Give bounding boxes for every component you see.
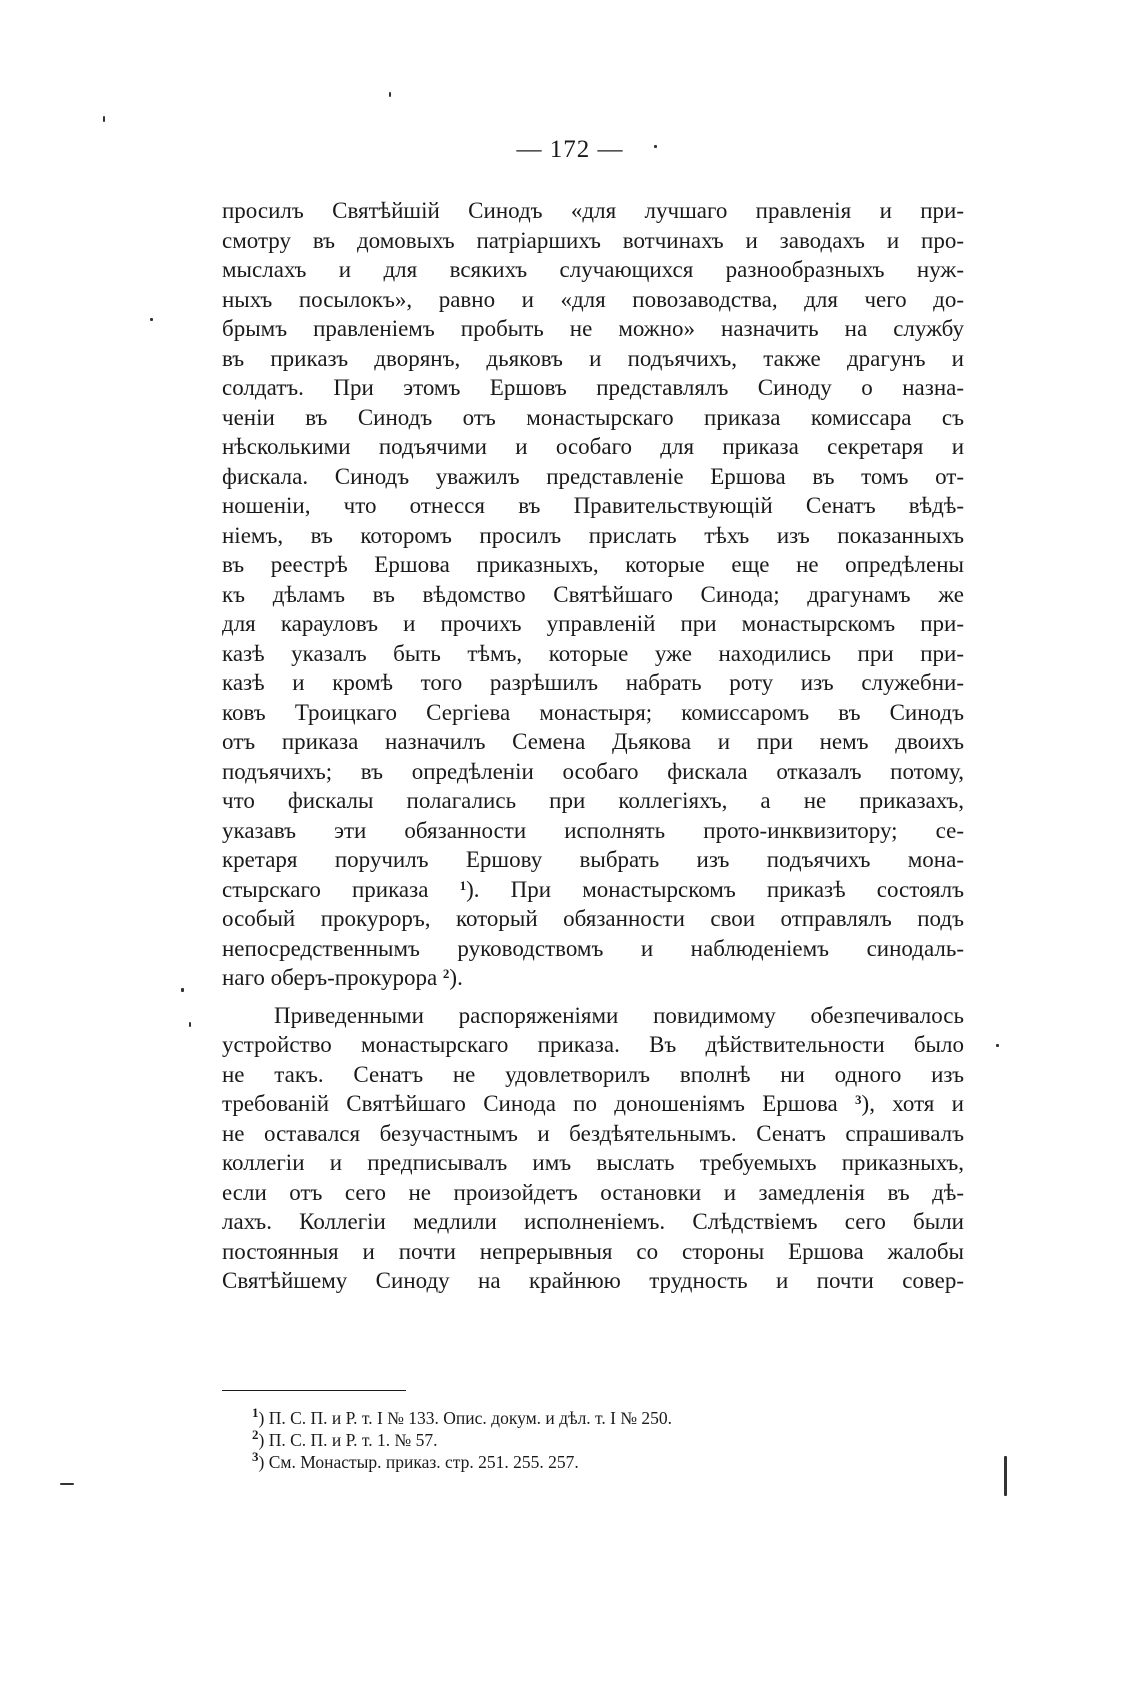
text-line: брымъ правленіемъ пробыть не можно» назначить на службу bbox=[222, 316, 964, 341]
text-line: если отъ сего не произойдетъ остановки и замедленія въ дѣ- bbox=[222, 1179, 964, 1205]
text-line: Приведенными распоряженіями повидимому обезпечивалось bbox=[274, 1002, 964, 1028]
scan-speck bbox=[389, 92, 391, 97]
footnote-marker: 1 bbox=[459, 877, 467, 893]
text-line: смотру въ домовыхъ патріаршихъ вотчинахъ и заводахъ и про- bbox=[222, 227, 964, 253]
text-line: въ приказъ дворянъ, дьяковъ и подъячихъ, также драгунъ и bbox=[222, 345, 964, 371]
text-line: ныхъ посылокъ», равно и «для повозаводства, для чего до- bbox=[222, 286, 964, 312]
text-line: въ реестрѣ Ершова приказныхъ, которые еще не опредѣлены bbox=[222, 552, 964, 577]
text-line: солдатъ. При этомъ Ершовъ представлялъ Синоду о назна- bbox=[222, 375, 964, 400]
paragraph bbox=[222, 1001, 964, 1296]
footnotes bbox=[252, 1407, 952, 1473]
scan-speck bbox=[181, 988, 184, 992]
text-line: ковъ Троицкаго Сергіева монастыря; комиссаромъ въ Синодъ bbox=[222, 699, 964, 725]
scan-speck bbox=[654, 145, 657, 148]
text-line: особый прокуроръ, который обязанности свои отправлялъ подъ bbox=[222, 906, 964, 931]
text-line: требованій Святѣйшаго Синода по доношеніямъ Ершова $^3$), хотя и bbox=[222, 1091, 964, 1116]
footnote: $^1$) П. С. П. и Р. т. I № 133. Опис. докум. и дѣл. т. I № 250. bbox=[252, 1405, 673, 1428]
text-line: коллегіи и предписывалъ имъ выслать требуемыхъ приказныхъ, bbox=[222, 1150, 964, 1175]
text-line: къ дѣламъ въ вѣдомство Святѣйшаго Синода; драгунамъ же bbox=[222, 581, 964, 607]
text-line: для карауловъ и прочихъ управленій при монастырскомъ при- bbox=[222, 611, 964, 636]
text-line: лахъ. Коллегіи медлили исполненіемъ. Слѣдствіемъ сего были bbox=[222, 1209, 964, 1234]
text-line: указавъ эти обязанности исполнять прото-инквизитору; се- bbox=[222, 817, 964, 843]
text-line: непосредственнымъ руководствомъ и наблюденіемъ синодаль- bbox=[222, 935, 964, 961]
text-line: ніемъ, въ которомъ просилъ прислать тѣхъ изъ показанныхъ bbox=[222, 522, 964, 548]
text-line: постоянныя и почти непрерывныя со стороны Ершова жалобы bbox=[222, 1238, 964, 1264]
text-line: казѣ указалъ быть тѣмъ, которые уже находились при при- bbox=[222, 640, 964, 666]
text-line: не оставался безучастнымъ и бездѣятельнымъ. Сенатъ спрашивалъ bbox=[222, 1120, 964, 1146]
text-line: не такъ. Сенатъ не удовлетворилъ вполнѣ ни одного изъ bbox=[222, 1061, 964, 1087]
footnote: $^2$) П. С. П. и Р. т. 1. № 57. bbox=[252, 1427, 438, 1450]
text-line: просилъ Святѣйшій Синодъ «для лучшаго правленія и при- bbox=[222, 198, 964, 223]
scan-speck bbox=[189, 1022, 191, 1027]
footnote-marker: 3 bbox=[252, 1449, 259, 1464]
scan-speck bbox=[150, 318, 153, 321]
footnote-divider bbox=[222, 1390, 406, 1391]
footnote-marker: 2 bbox=[442, 966, 450, 981]
text-line: Святѣйшему Синоду на крайнюю трудность и почти совер- bbox=[222, 1268, 964, 1293]
text-line: кретаря поручилъ Ершову выбрать изъ подъячихъ мона- bbox=[222, 847, 964, 872]
text-line: казѣ и кромѣ того разрѣшилъ набрать роту изъ служебни- bbox=[222, 670, 964, 695]
text-line: подъячихъ; въ опредѣленіи особаго фискала отказалъ потому, bbox=[222, 758, 964, 784]
scan-speck bbox=[60, 1483, 74, 1485]
footnote-marker: 1 bbox=[252, 1405, 259, 1420]
footnote-marker: 2 bbox=[252, 1427, 259, 1442]
text-line: ношеніи, что отнесся въ Правительствующій Сенатъ вѣдѣ- bbox=[222, 493, 964, 518]
page-number: — 172 — bbox=[516, 136, 624, 163]
text-line: нѣсколькими подъячими и особаго для приказа секретаря и bbox=[222, 434, 964, 459]
scan-speck bbox=[1004, 1456, 1007, 1496]
body-text bbox=[222, 196, 964, 1296]
text-line: устройство монастырскаго приказа. Въ дѣйствительности было bbox=[222, 1032, 964, 1057]
footnote-marker: 3 bbox=[855, 1092, 862, 1107]
text-line: ченіи въ Синодъ отъ монастырскаго приказа комиссара съ bbox=[222, 404, 964, 430]
text-line: отъ приказа назначилъ Семена Дьякова и при немъ двоихъ bbox=[222, 729, 964, 754]
text-line: мыслахъ и для всякихъ случающихся разнообразныхъ нуж- bbox=[222, 257, 964, 282]
scan-speck bbox=[103, 116, 105, 122]
text-line: фискала. Синодъ уважилъ представленіе Ершова въ томъ от- bbox=[222, 463, 964, 489]
scan-speck bbox=[996, 1044, 999, 1047]
text-line: что фискалы полагались при коллегіяхъ, а не приказахъ, bbox=[222, 788, 964, 813]
paragraph bbox=[222, 196, 964, 993]
text-line: наго оберъ-прокурора $^2$). bbox=[222, 965, 463, 990]
footnote: $^3$) См. Монастыр. приказ. стр. 251. 255. 257. bbox=[252, 1449, 579, 1472]
text-line: стырскаго приказа $^1$). При монастырскомъ приказѣ состоялъ bbox=[222, 876, 964, 902]
